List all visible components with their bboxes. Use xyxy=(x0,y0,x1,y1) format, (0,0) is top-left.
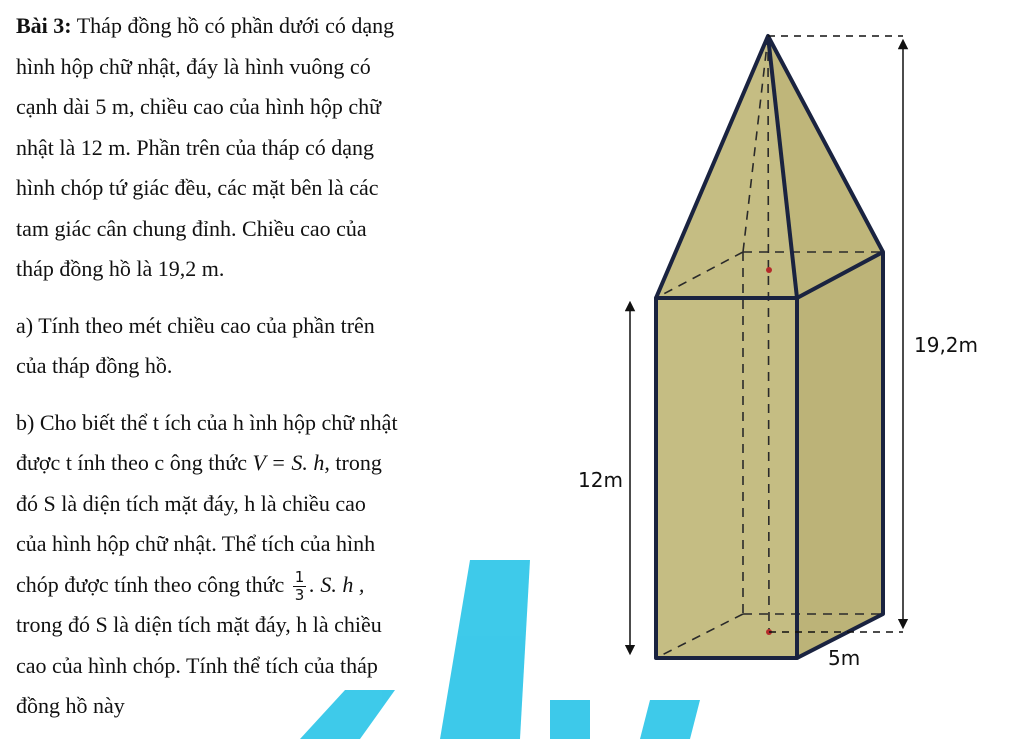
part-b-line: được t ính theo c ông thức V = S. h, trong xyxy=(16,450,382,475)
top-center-point xyxy=(766,267,772,273)
box-front-face xyxy=(656,298,797,658)
intro-line: hình hộp chữ nhật, đáy là hình vuông có xyxy=(16,53,371,79)
watermark xyxy=(300,560,700,739)
part-b-line: của hình hộp chữ nhật. Thể tích của hình xyxy=(16,531,376,556)
intro-line: tháp đồng hồ là 19,2 m. xyxy=(16,256,225,281)
part-b-line: đó S là diện tích mặt đáy, h là chiều cao xyxy=(16,490,366,516)
volume-formula-box: V = S. h xyxy=(252,450,325,475)
part-b-line: đồng hồ này xyxy=(16,693,125,718)
box-height-label: 12m xyxy=(578,468,623,492)
box-right-face xyxy=(797,252,883,658)
part-a-line: của tháp đồng hồ. xyxy=(16,353,173,378)
intro-line: nhật là 12 m. Phần trên của tháp có dạng xyxy=(16,134,375,160)
fraction-one-third: $\frac{1}{3}$ xyxy=(294,567,305,604)
part-b-line: b) Cho biết thể t ích của h ình hộp chữ nhật xyxy=(16,409,398,435)
total-height-label: 19,2m xyxy=(914,333,979,357)
intro-line: cạnh dài 5 m, chiều cao của hình hộp chữ xyxy=(16,94,382,119)
part-b-line: trong đó S là diện tích mặt đáy, h là chiều xyxy=(16,612,382,637)
part-b-line: chóp được tính theo công thức $\frac{1}{3}$ . S. h , xyxy=(16,567,365,604)
base-edge-label: 5m xyxy=(828,646,861,670)
intro-line: tam giác cân chung đỉnh. Chiều cao của xyxy=(16,215,367,241)
part-b-line: cao của hình chóp. Tính thể tích của tháp xyxy=(16,652,378,678)
problem-heading: Bài 3: xyxy=(16,13,72,38)
part-a-line: a) Tính theo mét chiều cao của phần trên xyxy=(16,312,375,338)
intro-line: hình chóp tứ giác đều, các mặt bên là các xyxy=(16,175,379,200)
volume-formula-pyramid: . S. h , xyxy=(309,571,365,597)
intro-line: Bài 3: Tháp đồng hồ có phần dưới có dạng xyxy=(16,13,395,38)
